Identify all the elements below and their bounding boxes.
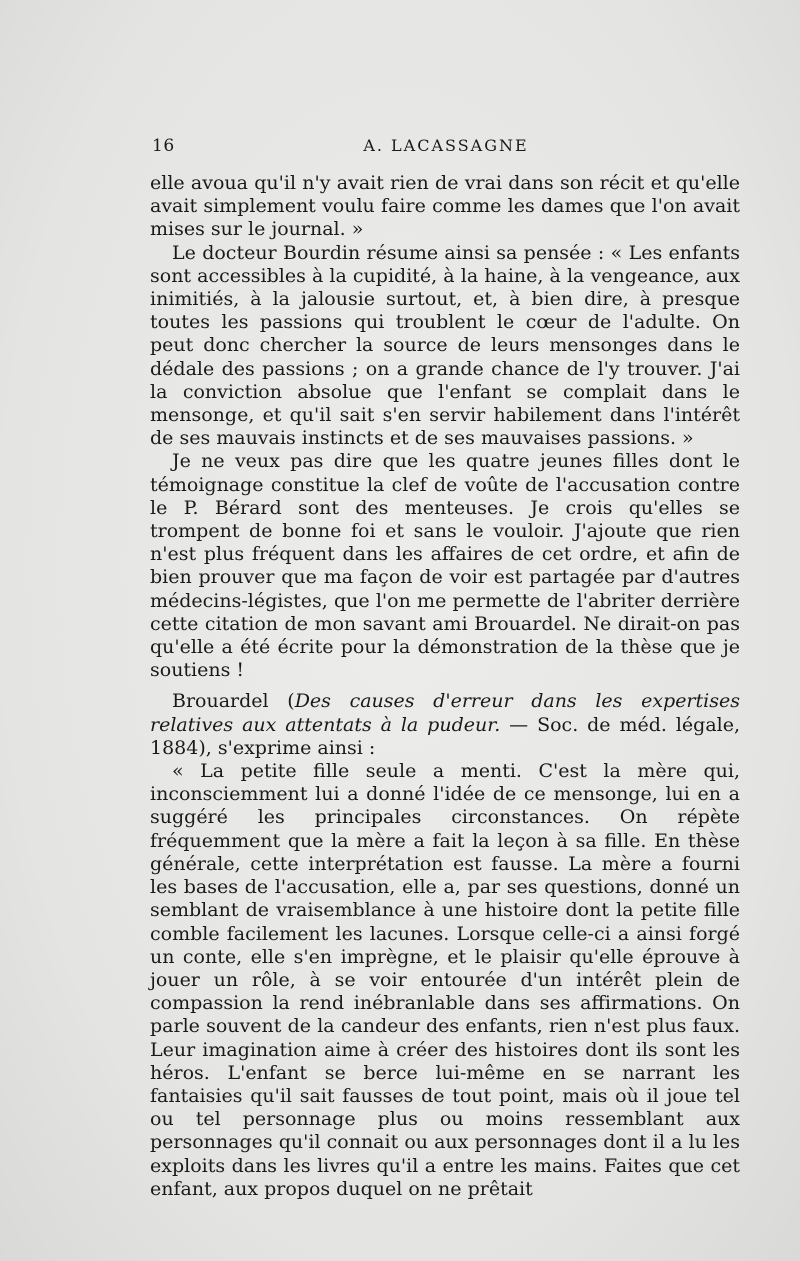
running-head: A. LACASSAGNE <box>363 136 529 155</box>
paragraph-continuation: elle avoua qu'il n'y avait rien de vrai dans son récit et qu'elle avait simplement voulu faire comme les dames que l'on avait mises sur le journal. » <box>150 172 740 241</box>
citation-author: Brouardel ( <box>172 690 295 713</box>
paragraph-bourdin: Le docteur Bourdin résume ainsi sa pensée : « Les enfants sont accessibles à la cupidité, à la haine, à la vengeance, aux inimitiés, à la jalousie surtout, et, à bien dire, à presque toutes les passions qui troublent le cœur de l'adulte. On peut donc chercher la source de leurs mensonges dans le dédale des passions ; on a grande chance de l'y trouver. J'ai la conviction absolue que l'enfant se complait dans le mensonge, et qu'il sait s'en servir habilement dans l'intérêt de ses mauvais instincts et de ses mauvaises passions. » <box>150 241 740 450</box>
paragraph-quote: « La petite fille seule a menti. C'est la mère qui, inconsciemment lui a donné l'idée de ce mensonge, lui en a suggéré les principales circonstances. On répète fréquemment que la mère a fait la leçon à sa fille. En thèse générale, cette interprétation est fausse. La mère a fourni les bases de l'accusation, elle a, par ses questions, donné un semblant de vraisemblance à une histoire dont la petite fille comble facilement les lacunes. Lorsque celle-ci a ainsi forgé un conte, elle s'en imprègne, et le plaisir qu'elle éprouve à jouer un rôle, à se voir entourée d'un intérêt plein de compassion la rend inébranlable dans ses affirmations. On parle souvent de la candeur des enfants, rien n'est plus faux. Leur imagination aime à créer des histoires dont ils sont les héros. L'enfant se berce lui-même en se narrant les fantaisies qu'il sait fausses de tout point, mais où il joue tel ou tel personnage plus ou moins ressemblant aux personnages qu'il connait ou aux personnages dont il a lu les exploits dans les livres qu'il a entre les mains. Faites que cet enfant, aux propos duquel on ne prêtait <box>150 760 740 1200</box>
paragraph-temoignage: Je ne veux pas dire que les quatre jeunes filles dont le témoignage constitue la clef de voûte de l'accusation contre le P. Bérard sont des menteuses. Je crois qu'elles se trompent de bonne foi et sans le vouloir. J'ajoute que rien n'est plus fréquent dans les affaires de cet ordre, et afin de bien prouver que ma façon de voir est partagée par d'autres médecins-légistes, que l'on me permette de l'abriter derrière cette citation de mon savant ami Brouardel. Ne dirait-on pas qu'elle a été écrite pour la démonstration de la thèse que je soutiens ! <box>150 450 740 682</box>
page-header <box>152 136 740 160</box>
citation-work-title: Des causes d'erreur dans les expertises relatives aux attentats à la pudeur. <box>150 690 740 736</box>
paragraph-brouardel-citation <box>150 690 740 760</box>
page-number: 16 <box>152 136 175 156</box>
body-text <box>150 172 740 1201</box>
citation-source: — Soc. de méd. légale, 1884), s'exprime ainsi : <box>150 713 741 759</box>
